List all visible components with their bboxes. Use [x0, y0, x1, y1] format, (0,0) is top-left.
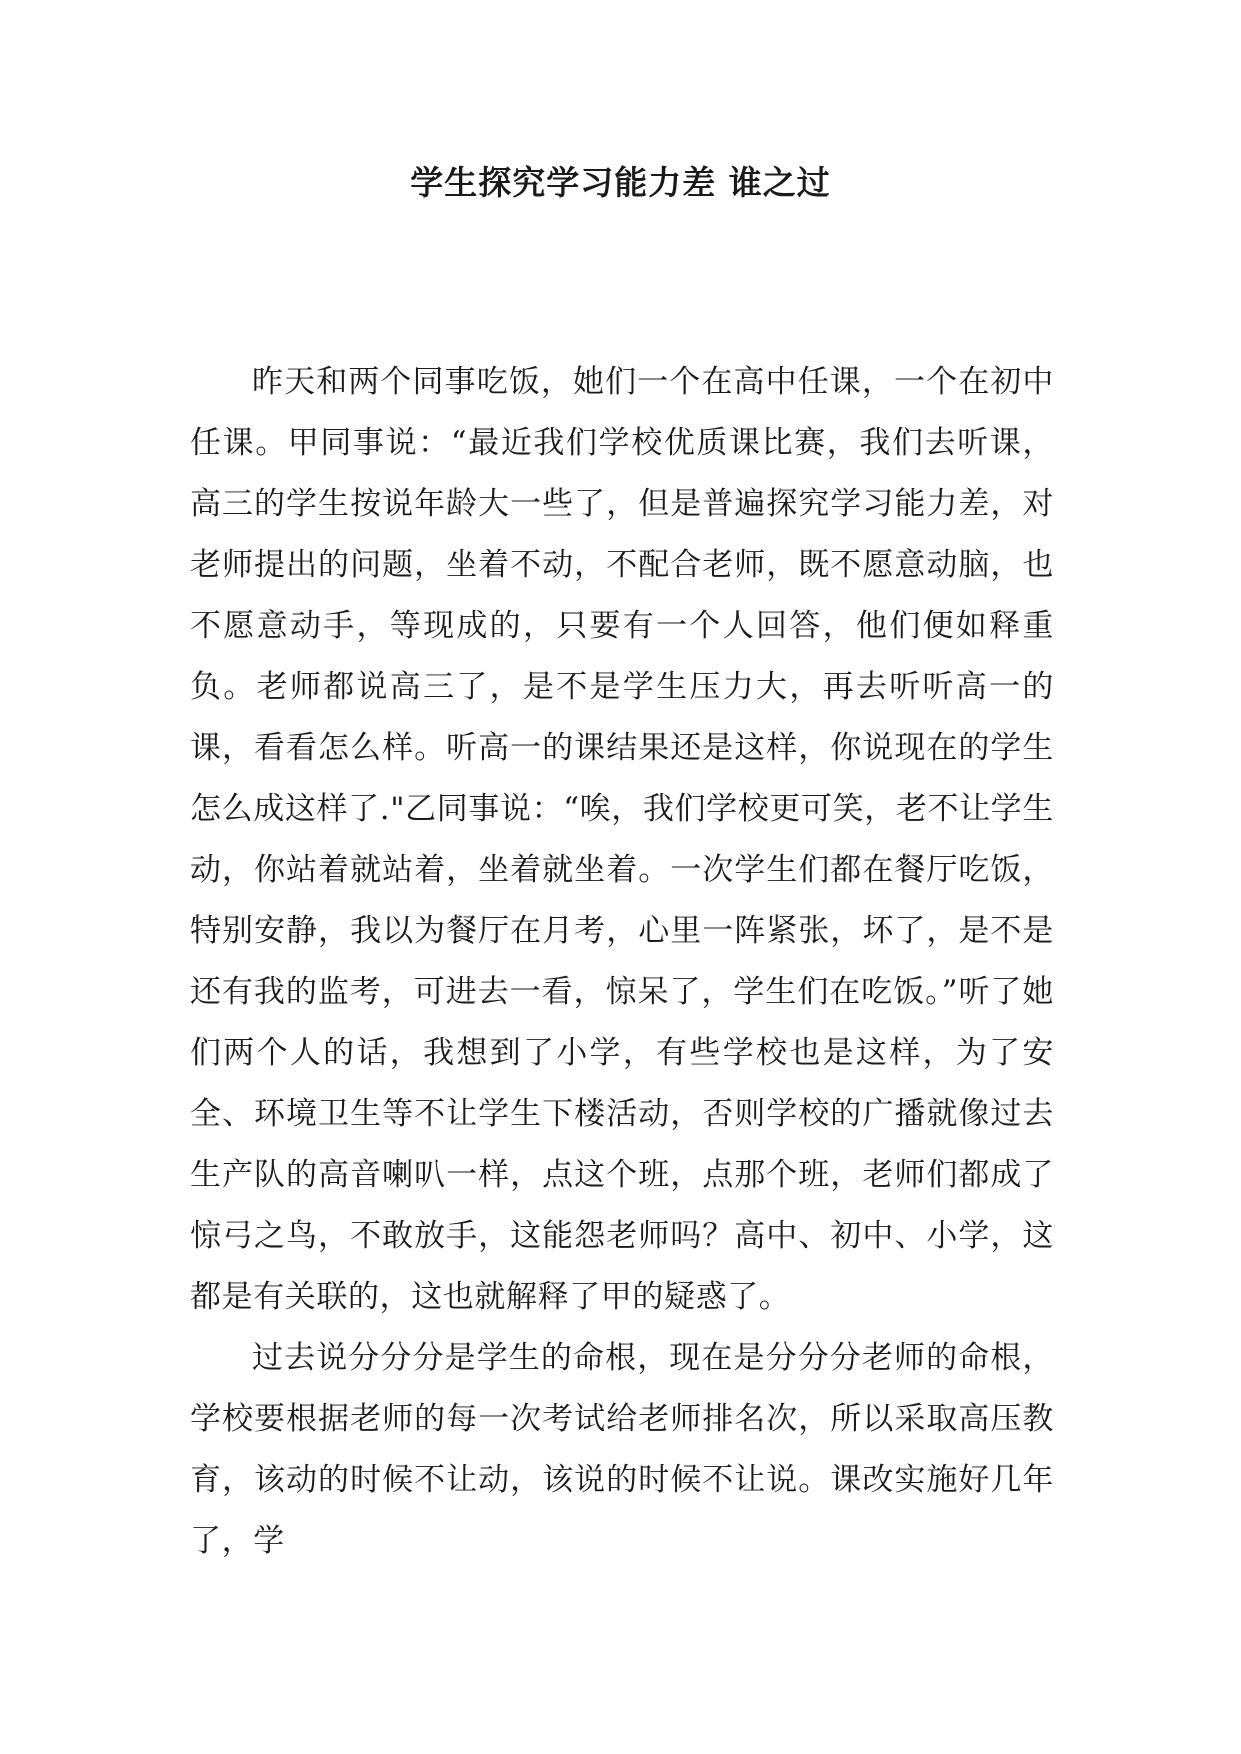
paragraph-2: 过去说分分分是学生的命根，现在是分分分老师的命根，学校要根据老师的每一次考试给老师排名次，所以采取高压教育，该动的时候不让动，该说的时候不让说。课改实施好几年了，学 [190, 1340, 1054, 1559]
document-body [190, 352, 1054, 1572]
document-title: 学生探究学习能力差 谁之过 [410, 163, 831, 202]
paragraph-1: 昨天和两个同事吃饭，她们一个在高中任课，一个在初中任课。甲同事说：“最近我们学校优质课比赛，我们去听课，高三的学生按说年龄大一些了，但是普遍探究学习能力差，对老师提出的问题，坐着不动，不配合老师，既不愿意动脑，也不愿意动手，等现成的，只要有一个人回答，他们便如释重负。老师都说高三了，是不是学生压力大，再去听听高一的课，看看怎么样。听高一的课结果还是这样，你说现在的学生怎么成这样了."乙同事说：“唉，我们学校更可笑，老不让学生动，你站着就站着，坐着就坐着。一次学生们都在餐厅吃饭，特别安静，我以为餐厅在月考，心里一阵紧张，坏了，是不是还有我的监考，可进去一看，惊呆了，学生们在吃饭。”听了她们两个人的话，我想到了小学，有些学校也是这样，为了安全、环境卫生等不让学生下楼活动，否则学校的广播就像过去生产队的高音喇叭一样，点这个班，点那个班，老师们都成了惊弓之鸟，不敢放手，这能怨老师吗？高中、初中、小学，这都是有关联的，这也就解释了甲的疑惑了。 [190, 364, 1054, 1315]
